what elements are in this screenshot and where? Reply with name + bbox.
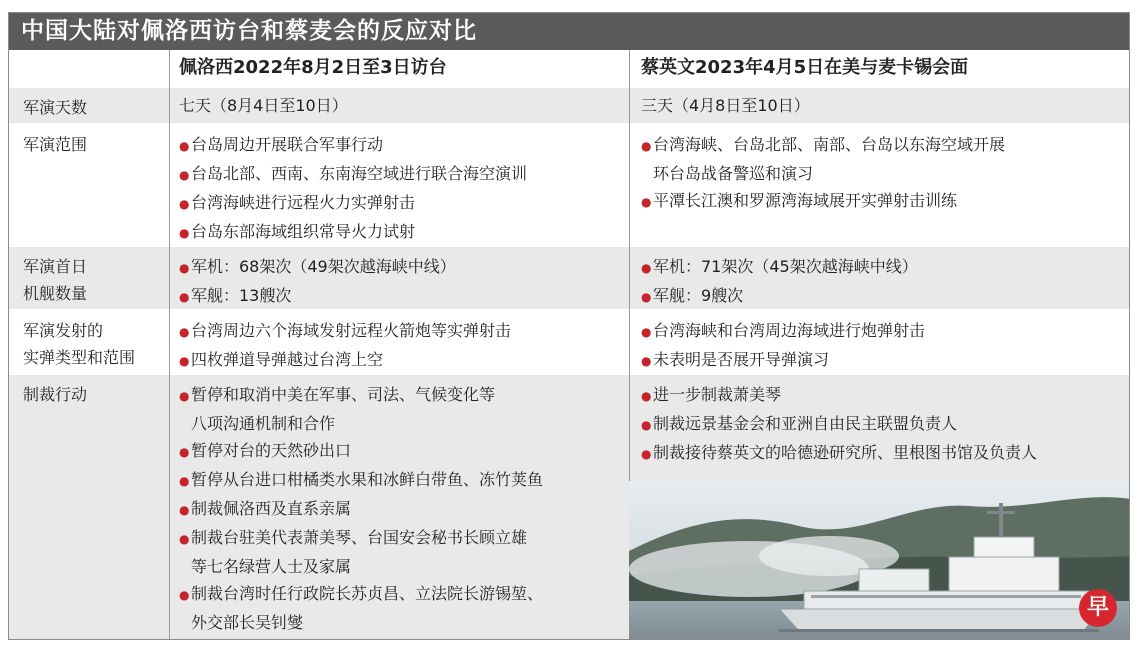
header-col2	[169, 50, 629, 86]
bullet-icon: ●	[179, 474, 190, 488]
list-item	[179, 580, 629, 636]
list-item-text: 台岛周边开展联合军事行动	[191, 135, 384, 154]
list-item	[641, 131, 1130, 187]
list-item-text: 等七名绿营人士及家属	[191, 557, 352, 576]
list-item-text: 环台岛战备警巡和演习	[653, 164, 814, 183]
header-row	[9, 50, 1129, 86]
list-item	[179, 437, 629, 466]
row-label-line: 军演首日	[23, 257, 88, 276]
row-label-line: 实弹类型和范围	[23, 348, 136, 367]
list-item	[641, 253, 1130, 282]
bullet-icon: ●	[179, 503, 190, 517]
list-item	[179, 524, 629, 580]
list-item-text: 四枚弹道导弹越过台湾上空	[191, 350, 384, 369]
list-item-text: 暂停对台的天然砂出口	[191, 441, 352, 460]
bullet-icon: ●	[641, 290, 652, 304]
list-item	[179, 466, 629, 495]
warship-photo	[629, 481, 1130, 640]
bullet-icon: ●	[179, 445, 190, 459]
list-item	[179, 218, 629, 247]
list-item	[179, 253, 629, 282]
row-col2-cell	[169, 125, 629, 245]
row-label-line: 机舰数量	[23, 284, 88, 303]
list-item-text: 制裁台驻美代表萧美琴、台国安会秘书长顾立雄	[191, 528, 528, 547]
list-item	[641, 282, 1130, 311]
row-label-line: 军演天数	[23, 98, 88, 117]
column-divider-1	[169, 50, 170, 639]
row-col3-cell	[629, 247, 1130, 309]
bullet-icon: ●	[179, 389, 190, 403]
warship-image	[629, 481, 1130, 640]
header-col3-text: 蔡英文2023年4月5日在美与麦卡锡会面	[641, 57, 969, 78]
bullet-icon: ●	[179, 290, 190, 304]
row-aircraft	[9, 247, 1129, 309]
list-item-text: 制裁佩洛西及直系亲属	[191, 499, 352, 518]
row-col3-cell	[629, 88, 1130, 123]
bullet-icon: ●	[641, 354, 652, 368]
bullet-icon: ●	[641, 325, 652, 339]
bullet-icon: ●	[641, 389, 652, 403]
bullet-icon: ●	[179, 532, 190, 546]
list-item	[179, 495, 629, 524]
bullet-icon: ●	[179, 197, 190, 211]
row-label	[9, 375, 169, 640]
comparison-table	[8, 12, 1130, 640]
publisher-logo: 早	[1079, 589, 1117, 627]
page-title: 中国大陆对佩洛西访台和蔡麦会的反应对比	[9, 13, 1129, 50]
bullet-icon: ●	[641, 418, 652, 432]
list-item-text: 军机：68架次（49架次越海峡中线）	[191, 257, 456, 276]
list-item-text: 外交部长吴钊燮	[191, 613, 304, 632]
list-item	[179, 317, 629, 346]
header-col1	[9, 50, 169, 86]
row-range	[9, 125, 1129, 245]
row-label-line: 军演范围	[23, 135, 88, 154]
row-col2-cell	[169, 247, 629, 309]
list-item	[641, 346, 1130, 375]
bullet-icon: ●	[179, 261, 190, 275]
bullet-icon: ●	[641, 261, 652, 275]
list-item	[641, 317, 1130, 346]
row-col3-cell	[629, 311, 1130, 373]
list-item-text: 台岛东部海域组织常导火力试射	[191, 222, 416, 241]
list-item-text: 台湾海峡、台岛北部、南部、台岛以东海空域开展	[653, 135, 1006, 154]
list-item-text: 台湾周边六个海域发射远程火箭炮等实弹射击	[191, 321, 512, 340]
list-item	[641, 410, 1130, 439]
list-item-text: 军舰：13艘次	[191, 286, 292, 305]
row-col2-cell	[169, 88, 629, 123]
bullet-icon: ●	[179, 139, 190, 153]
list-item-text: 未表明是否展开导弹演习	[653, 350, 830, 369]
row-label	[9, 125, 169, 245]
list-item	[641, 187, 1130, 216]
list-item-text: 军机：71架次（45架次越海峡中线）	[653, 257, 918, 276]
list-item	[641, 439, 1130, 468]
header-col2-text: 佩洛西2022年8月2日至3日访台	[179, 57, 447, 78]
list-item	[179, 160, 629, 189]
list-item	[179, 189, 629, 218]
row-col2-cell	[169, 311, 629, 373]
cell-text: 七天（8月4日至10日）	[179, 96, 348, 115]
list-item-text: 暂停和取消中美在军事、司法、气候变化等	[191, 385, 496, 404]
bullet-icon: ●	[179, 354, 190, 368]
row-days	[9, 88, 1129, 123]
header-col3	[629, 50, 1130, 86]
list-item-text: 制裁台湾时任行政院长苏贞昌、立法院长游锡堃、	[191, 584, 544, 603]
row-col3-cell	[629, 125, 1130, 245]
row-label	[9, 88, 169, 123]
row-label-line: 军演发射的	[23, 321, 104, 340]
row-munitions	[9, 311, 1129, 373]
bullet-icon: ●	[179, 588, 190, 602]
cell-text: 三天（4月8日至10日）	[641, 96, 810, 115]
bullet-icon: ●	[179, 325, 190, 339]
bullet-icon: ●	[179, 168, 190, 182]
list-item-text: 军舰：9艘次	[653, 286, 744, 305]
list-item	[179, 282, 629, 311]
list-item-text: 暂停从台进口柑橘类水果和冰鲜白带鱼、冻竹荚鱼	[191, 470, 544, 489]
list-item	[179, 131, 629, 160]
list-item-text: 进一步制裁萧美琴	[653, 385, 782, 404]
row-label	[9, 311, 169, 373]
list-item	[641, 381, 1130, 410]
list-item	[179, 346, 629, 375]
list-item-text: 平潭长江澳和罗源湾海域展开实弹射击训练	[653, 191, 958, 210]
bullet-icon: ●	[641, 447, 652, 461]
list-item-text: 台岛北部、西南、东南海空域进行联合海空演训	[191, 164, 528, 183]
list-item-text: 台湾海峡和台湾周边海域进行炮弹射击	[653, 321, 926, 340]
bullet-icon: ●	[641, 139, 652, 153]
row-label	[9, 247, 169, 309]
bullet-icon: ●	[641, 195, 652, 209]
list-item-text: 台湾海峡进行远程火力实弹射击	[191, 193, 416, 212]
bullet-icon: ●	[179, 226, 190, 240]
row-label-line: 制裁行动	[23, 385, 88, 404]
list-item-text: 制裁接待蔡英文的哈德逊研究所、里根图书馆及负责人	[653, 443, 1038, 462]
list-item	[179, 381, 629, 437]
list-item-text: 制裁远景基金会和亚洲自由民主联盟负责人	[653, 414, 958, 433]
list-item-text: 八项沟通机制和合作	[191, 414, 336, 433]
row-col2-cell	[169, 375, 629, 640]
